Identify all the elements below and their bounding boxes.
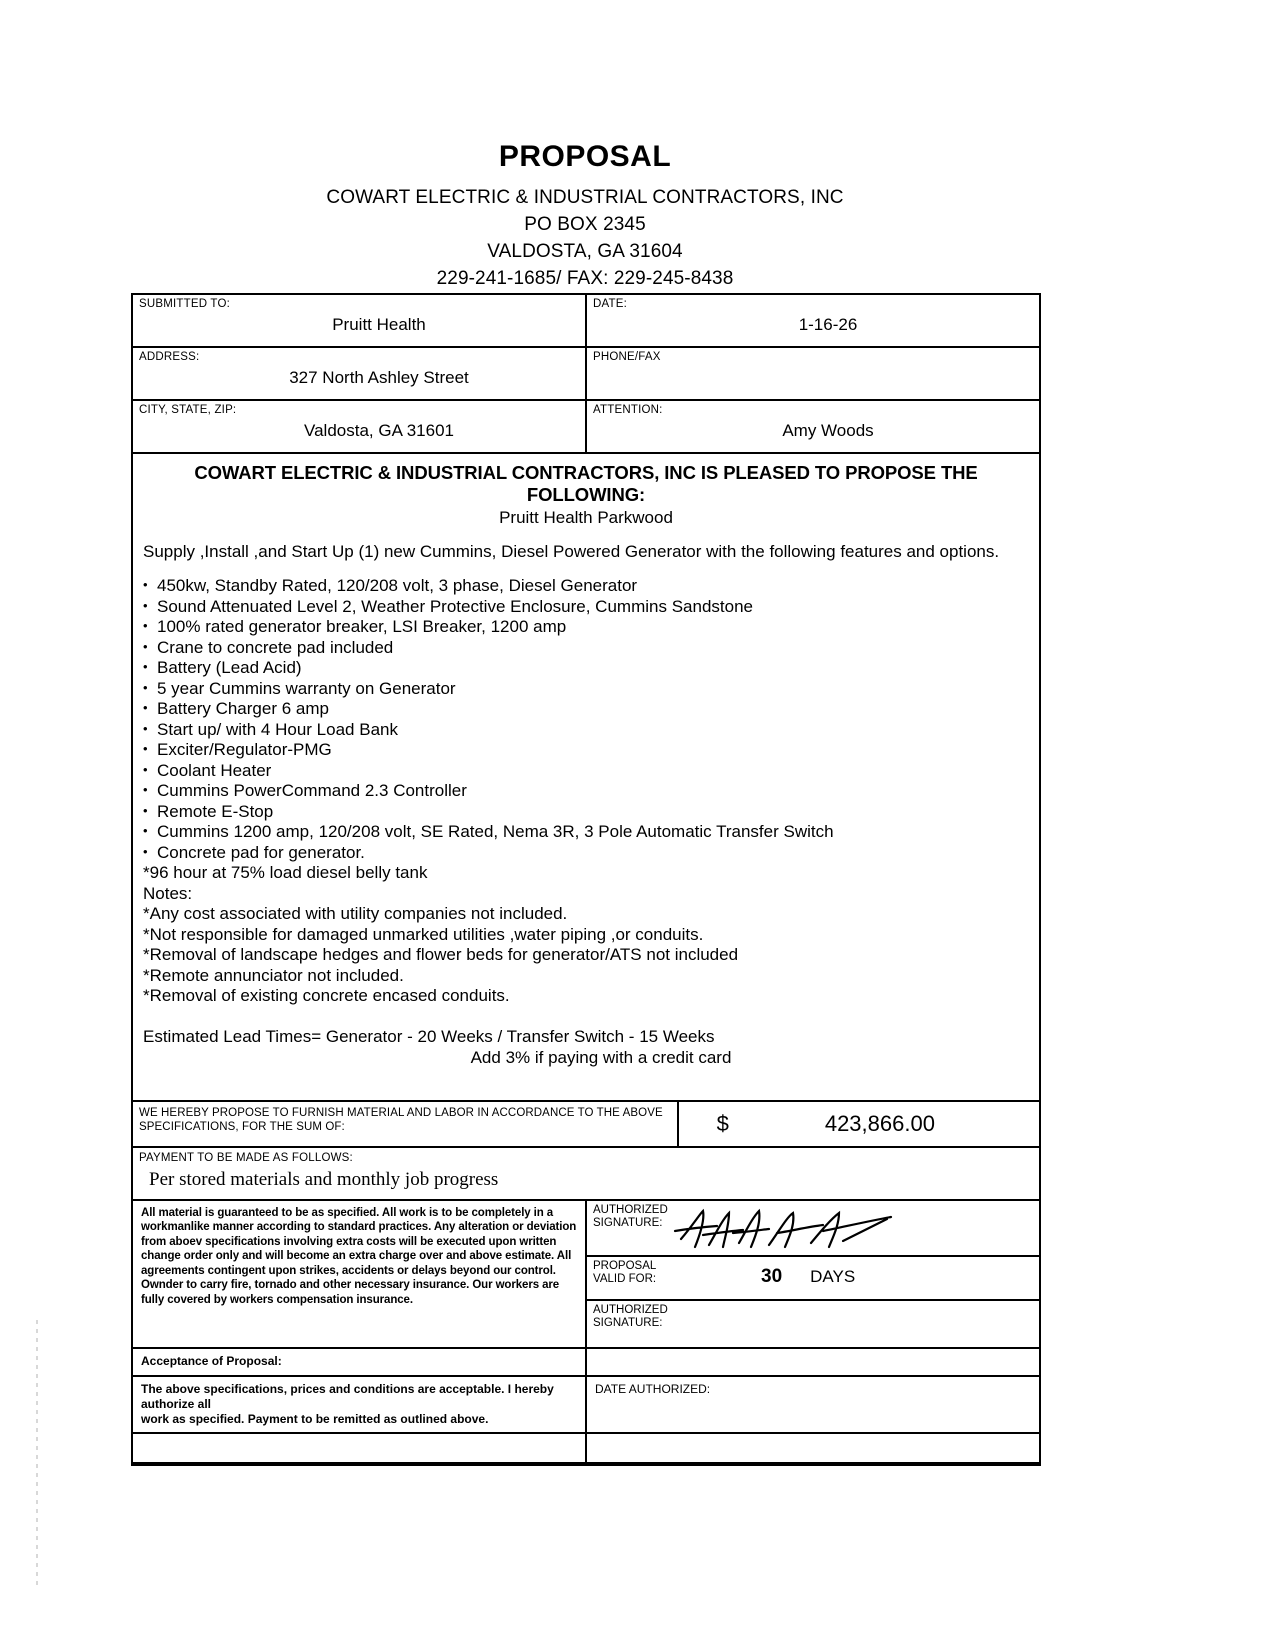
page-title: PROPOSAL [498, 140, 672, 173]
authorized-signature-box[interactable] [587, 1201, 1039, 1257]
authorized-signature-label-line1: AUTHORIZED [593, 1203, 668, 1216]
city-attention-row [133, 401, 1039, 454]
feature-list [143, 576, 1029, 863]
proposal-valid-days: 30 [761, 1265, 783, 1287]
propose-sum-text-line2: SPECIFICATIONS, FOR THE SUM OF: [139, 1120, 345, 1133]
proposal-form [131, 293, 1041, 1466]
note-line: *96 hour at 75% load diesel belly tank [143, 863, 428, 882]
acceptance-final-right [587, 1434, 1039, 1462]
proposal-valid-days-unit: DAYS [810, 1266, 856, 1286]
phone-fax-label: PHONE/FAX [593, 351, 661, 363]
note-line: Notes: [143, 883, 193, 903]
submitted-to-cell [133, 295, 587, 346]
list-item: • 100% rated generator breaker, LSI Breaker, 1200 amp [143, 617, 1029, 638]
payment-label: PAYMENT TO BE MADE AS FOLLOWS: [139, 1151, 353, 1164]
proposal-intro: Supply ,Install ,and Start Up (1) new Cummins, Diesel Powered Generator with the following features and options. [143, 542, 1000, 561]
proposal-valid-label-line1: PROPOSAL [593, 1259, 657, 1272]
scan-edge-artifact [36, 1320, 38, 1590]
list-item: • Crane to concrete pad included [143, 638, 1029, 659]
date-label: DATE: [593, 298, 628, 310]
company-phone-fax: 229-241-1685/ FAX: 229-245-8438 [436, 268, 734, 289]
terms-signature-row [133, 1201, 1039, 1349]
propose-sum-text-line1: WE HEREBY PROPOSE TO FURNISH MATERIAL AND LABOR IN ACCORDANCE TO THE ABOVE [139, 1106, 663, 1119]
list-item: • Battery (Lead Acid) [143, 658, 1029, 679]
authorized-signature-box-2[interactable] [587, 1301, 1039, 1347]
date-value: 1-16-26 [798, 315, 858, 334]
city-state-zip-cell [133, 401, 587, 452]
signature-column [587, 1201, 1039, 1347]
terms-text-cell [133, 1201, 587, 1347]
date-authorized-cell[interactable] [587, 1377, 1039, 1432]
sum-amount-cell [679, 1102, 1039, 1146]
list-item: • 5 year Cummins warranty on Generator [143, 679, 1029, 700]
authorized-signature2-label-line1: AUTHORIZED [593, 1303, 668, 1316]
address-value: 327 North Ashley Street [289, 368, 469, 387]
phone-fax-cell [587, 348, 1039, 399]
acceptance-text-cell [133, 1377, 587, 1432]
note-line: *Not responsible for damaged unmarked utilities ,water piping ,or conduits. [143, 924, 704, 944]
attention-value: Amy Woods [782, 421, 874, 440]
lead-times-line: Estimated Lead Times= Generator - 20 Weeks / Transfer Switch - 15 Weeks [143, 1026, 715, 1046]
company-po-box: PO BOX 2345 [524, 214, 646, 235]
project-name: Pruitt Health Parkwood [499, 508, 673, 527]
proposal-valid-box [587, 1257, 1039, 1301]
notes-list [143, 863, 1029, 1007]
acceptance-text-line1: The above specifications, prices and conditions are acceptable. I hereby authorize all [141, 1381, 554, 1411]
acceptance-text-row [133, 1377, 1039, 1434]
note-line: *Any cost associated with utility companies not included. [143, 904, 568, 923]
list-item: • Remote E-Stop [143, 802, 1029, 823]
note-line: *Removal of existing concrete encased conduits. [143, 986, 510, 1005]
propose-sum-text [133, 1102, 679, 1146]
proposal-valid-label [593, 1260, 703, 1286]
list-item: • 450kw, Standby Rated, 120/208 volt, 3 phase, Diesel Generator [143, 576, 1029, 597]
list-item: • Start up/ with 4 Hour Load Bank [143, 720, 1029, 741]
acceptance-text-line2: work as specified. Payment to be remitted as outlined above. [141, 1411, 489, 1426]
note-line: *Removal of landscape hedges and flower beds for generator/ATS not included [143, 945, 739, 964]
company-city-state-zip: VALDOSTA, GA 31604 [487, 241, 683, 262]
address-label: ADDRESS: [139, 351, 200, 363]
phone-fax-value [593, 364, 1033, 393]
list-item: • Battery Charger 6 amp [143, 699, 1029, 720]
submitted-to-value: Pruitt Health [332, 315, 426, 334]
city-state-zip-label: CITY, STATE, ZIP: [139, 404, 237, 416]
list-item: • Cummins 1200 amp, 120/208 volt, SE Rated, Nema 3R, 3 Pole Automatic Transfer Switch [143, 822, 1029, 843]
acceptance-title-cell [133, 1349, 587, 1375]
proposal-valid-label-line2: VALID FOR: [593, 1272, 657, 1285]
company-name: COWART ELECTRIC & INDUSTRIAL CONTRACTORS, INC [326, 187, 844, 208]
city-state-zip-value: Valdosta, GA 31601 [304, 421, 454, 440]
list-item: • Coolant Heater [143, 761, 1029, 782]
list-item: • Cummins PowerCommand 2.3 Controller [143, 781, 1029, 802]
sum-row [133, 1102, 1039, 1148]
acceptance-final-left [133, 1434, 587, 1462]
note-line: *Remote annunciator not included. [143, 965, 404, 985]
submitted-to-label: SUBMITTED TO: [139, 298, 230, 310]
list-item: • Sound Attenuated Level 2, Weather Protective Enclosure, Cummins Sandstone [143, 597, 1029, 618]
list-item: • Exciter/Regulator-PMG [143, 740, 1029, 761]
acceptance-title-row [133, 1349, 1039, 1377]
authorized-signature2-label-line2: SIGNATURE: [593, 1316, 663, 1329]
list-item: • Concrete pad for generator. [143, 843, 1029, 864]
credit-card-note: Add 3% if paying with a credit card [470, 1047, 732, 1067]
address-row [133, 348, 1039, 401]
payment-value: Per stored materials and monthly job progress [149, 1168, 499, 1190]
signature-mark-icon [673, 1205, 903, 1253]
submitted-to-row [133, 295, 1039, 348]
acceptance-title-right-cell [587, 1349, 1039, 1375]
pleased-to-propose-line: COWART ELECTRIC & INDUSTRIAL CONTRACTORS, INC IS PLEASED TO PROPOSE THE FOLLOWING: [194, 462, 978, 505]
proposal-body [133, 454, 1039, 1102]
attention-cell [587, 401, 1039, 452]
terms-text: All material is guaranteed to be as specified. All work is to be completely in a workmanlike manner according to standard practices. Any alteration or deviation from aboev specifications involving extra costs will be executed upon written change order only and will become an extra charge over and above estimate. All agreements contingent upon strikes, accidents or delays beyond our control. Ownder to carry fire, tornado and other necessary insurance. Our workers are fully covered by workers compensation insurance. [141, 1206, 577, 1306]
total-amount: 423,866.00 [824, 1110, 935, 1136]
attention-label: ATTENTION: [593, 404, 663, 416]
payment-terms-row [133, 1148, 1039, 1201]
currency-symbol: $ [716, 1110, 729, 1136]
authorized-signature-label-line2: SIGNATURE: [593, 1216, 663, 1229]
date-cell [587, 295, 1039, 346]
address-cell [133, 348, 587, 399]
date-authorized-label: DATE AUTHORIZED: [595, 1381, 711, 1396]
acceptance-title: Acceptance of Proposal: [141, 1353, 282, 1368]
document-header [130, 140, 1040, 292]
acceptance-final-row [133, 1434, 1039, 1464]
